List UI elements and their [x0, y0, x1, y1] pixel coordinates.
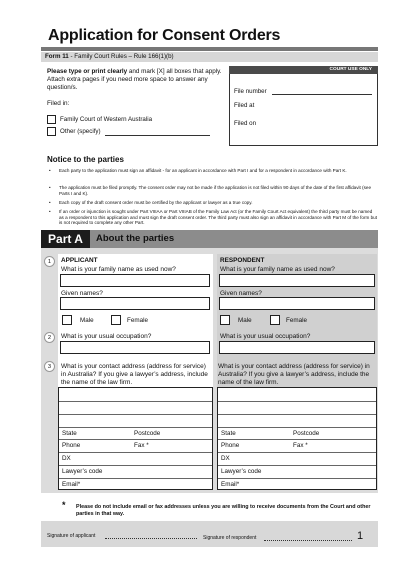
- respondent-male-checkbox[interactable]: [220, 315, 230, 325]
- filed-in-label: Filed in:: [47, 100, 70, 107]
- notice-bullet: • Each copy of the draft consent order must be certified by the applicant or lawyer as a true copy.: [49, 200, 253, 205]
- respondent-given-names-input[interactable]: [219, 297, 375, 310]
- court-use-header: COURT USE ONLY: [229, 66, 378, 74]
- file-number-field[interactable]: [272, 94, 372, 95]
- other-checkbox[interactable]: [47, 127, 56, 136]
- applicant-state-label: State: [62, 430, 77, 437]
- footnote-star: *: [62, 500, 66, 510]
- applicant-address-question: What is your contact address (address for service) in Australia? If you give a lawyer’s address, include the name of the law firm.: [61, 363, 208, 386]
- filed-at-label: Filed at: [234, 102, 255, 109]
- address-line: [218, 465, 376, 466]
- address-line: [59, 439, 212, 440]
- other-option-label: Other (specify): [60, 128, 101, 135]
- respondent-address-question: What is your contact address (address for service) in Australia? If you give a lawyer’s address, include the name of the law firm.: [218, 363, 370, 386]
- address-line: [59, 427, 212, 428]
- form-rule-bar: [41, 52, 378, 62]
- respondent-email-label: Email*: [221, 481, 240, 488]
- address-line: [59, 414, 212, 415]
- respondent-dx-label: DX: [221, 455, 230, 462]
- address-line: [218, 427, 376, 428]
- respondent-female-checkbox[interactable]: [270, 315, 280, 325]
- applicant-male-checkbox[interactable]: [62, 315, 72, 325]
- other-specify-field[interactable]: [105, 135, 210, 136]
- question-number: 1: [44, 256, 55, 267]
- question-number: 2: [44, 332, 55, 343]
- respondent-family-name-input[interactable]: [219, 274, 375, 287]
- respondent-occupation-question: What is your usual occupation?: [220, 333, 311, 340]
- address-line: [218, 439, 376, 440]
- part-a-tag: Part A: [41, 230, 90, 248]
- applicant-given-names-label: Given names?: [61, 290, 103, 297]
- footnote-text: Please do not include email or fax addresses unless you are willing to receive documents from the Court and other parties in that way.: [76, 504, 371, 517]
- page-number: 1: [357, 530, 364, 542]
- address-line: [218, 478, 376, 479]
- part-a-bar: [41, 230, 378, 248]
- applicant-dx-label: DX: [62, 455, 71, 462]
- file-number-label: File number: [234, 88, 267, 95]
- respondent-fax-label: Fax *: [293, 442, 308, 449]
- title-rule: [41, 47, 378, 51]
- applicant-phone-label: Phone: [62, 442, 81, 449]
- address-line: [218, 452, 376, 453]
- respondent-signature-label: Signature of respondent: [203, 535, 257, 541]
- respondent-postcode-label: Postcode: [293, 430, 320, 437]
- applicant-lawyer-code-label: Lawyer’s code: [62, 468, 103, 475]
- respondent-phone-label: Phone: [221, 442, 240, 449]
- respondent-state-label: State: [221, 430, 236, 437]
- notice-title: Notice to the parties: [47, 155, 124, 164]
- applicant-email-label: Email*: [62, 481, 81, 488]
- respondent-heading: RESPONDENT: [220, 257, 265, 264]
- part-a-title: About the parties: [96, 233, 175, 244]
- notice-bullet: • If an order or injunction is sought under Part VIIIAA or Part VIIIAB of the Family Law Act (or the Family Court Act equivalent) the third party must be named as a respondent to this application and must sign the draft consent order. The third party must also sign an affidavit in accordance with Part M of the form but is not required to complete any other Part.: [49, 209, 377, 226]
- applicant-occupation-question: What is your usual occupation?: [61, 333, 152, 340]
- page-title: Application for Consent Orders: [48, 27, 281, 44]
- notice-bullet: • The application must be filed promptly. The consent order may not be made if the application is not filed within 90 days of the date of the first affidavit (see Parts I and K).: [49, 185, 372, 196]
- court-checkbox[interactable]: [47, 115, 56, 124]
- applicant-heading: APPLICANT: [61, 257, 98, 264]
- respondent-occupation-input[interactable]: [219, 341, 375, 354]
- respondent-given-names-label: Given names?: [220, 290, 262, 297]
- applicant-signature-label: Signature of applicant: [47, 533, 96, 539]
- respondent-family-name-question: What is your family name as used now?: [220, 266, 335, 273]
- applicant-family-name-input[interactable]: [60, 274, 210, 287]
- applicant-given-names-input[interactable]: [60, 297, 210, 310]
- form-rule-text: - Family Court Rules – Rule 166(1)(b): [68, 53, 174, 60]
- applicant-male-label: Male: [80, 317, 94, 324]
- applicant-occupation-input[interactable]: [60, 341, 210, 354]
- address-line: [218, 414, 376, 415]
- respondent-lawyer-code-label: Lawyer’s code: [221, 468, 262, 475]
- applicant-postcode-label: Postcode: [134, 430, 161, 437]
- applicant-female-checkbox[interactable]: [111, 315, 121, 325]
- instructions-text: and mark [X] all boxes that apply. Attach extra pages if you need more space to answer any question/s.: [47, 68, 222, 91]
- address-line: [59, 478, 212, 479]
- respondent-male-label: Male: [238, 317, 252, 324]
- applicant-family-name-question: What is your family name as used now?: [61, 266, 176, 273]
- address-line: [59, 465, 212, 466]
- address-line: [59, 401, 212, 402]
- applicant-female-label: Female: [127, 317, 148, 324]
- instructions-lead: Please type or print clearly: [47, 68, 128, 75]
- applicant-signature-field[interactable]: [105, 538, 197, 539]
- court-option-label: Family Court of Western Australia: [60, 116, 153, 123]
- respondent-female-label: Female: [286, 317, 307, 324]
- notice-bullet: • Each party to the application must sign an affidavit - for an applicant in accordance with Part I and for a respondent in accordance with Part K.: [49, 168, 347, 173]
- filed-on-label: Filed on: [234, 120, 257, 127]
- question-number: 3: [44, 361, 55, 372]
- applicant-fax-label: Fax *: [134, 442, 149, 449]
- instructions: [47, 68, 227, 92]
- address-line: [218, 401, 376, 402]
- address-line: [59, 452, 212, 453]
- respondent-signature-field[interactable]: [264, 540, 352, 541]
- form-number: Form 11: [45, 53, 69, 60]
